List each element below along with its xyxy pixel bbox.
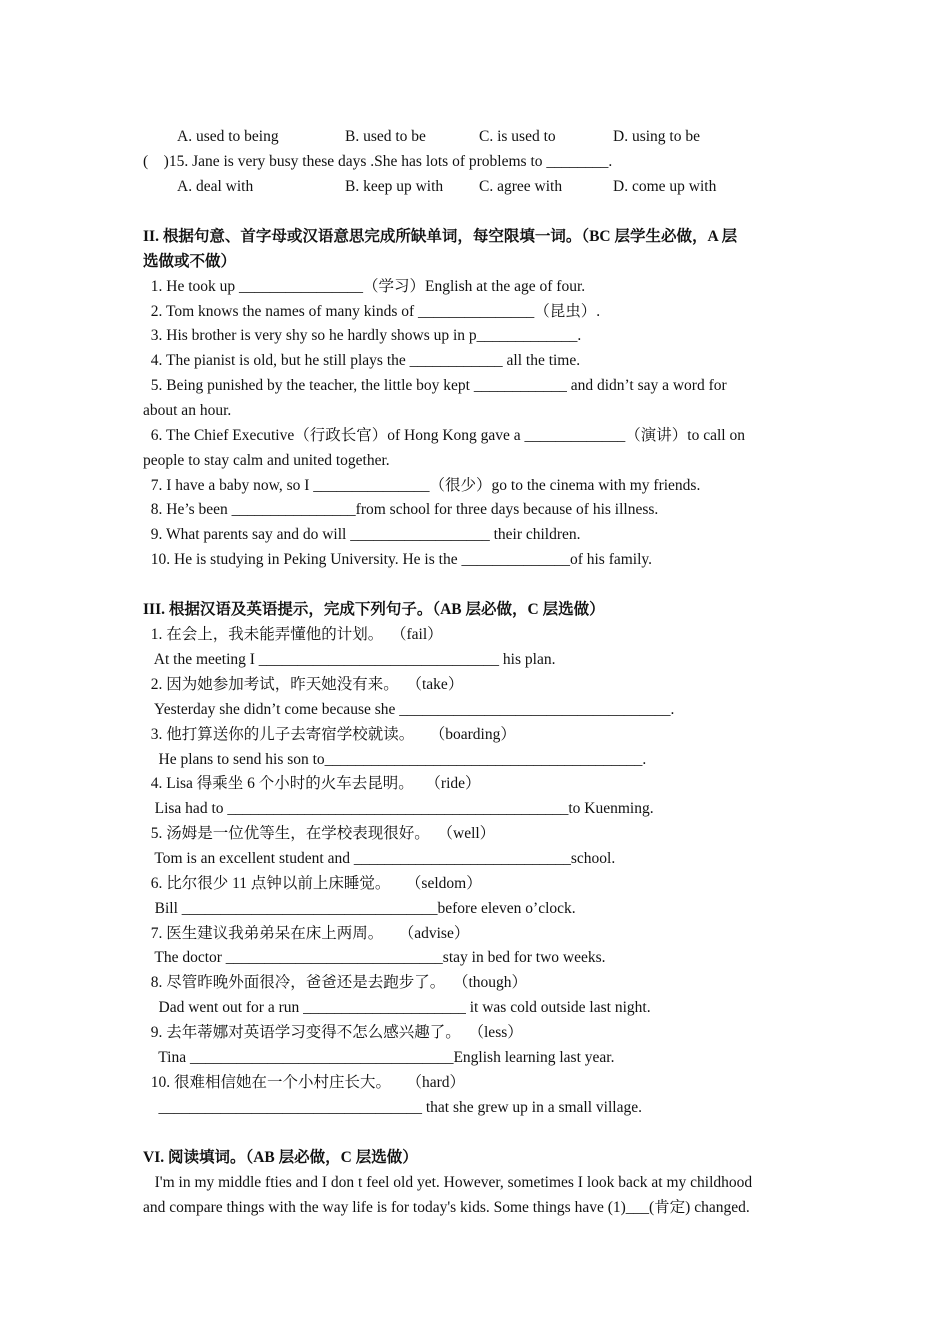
section2-line: 7. I have a baby now, so I _______________（很少）go to the cinema with my friends. [143, 477, 701, 494]
q15-option-b: B. keep up with [345, 178, 444, 195]
section3-line: 5. 汤姆是一位优等生，在学校表现很好。 （well） [143, 825, 496, 842]
section3-line: 9. 去年蒂娜对英语学习变得不怎么感兴趣了。 （less） [143, 1024, 523, 1041]
section3-line: Dad went out for a run _____________________ it was cold outside last night. [143, 999, 651, 1016]
section3-line: The doctor ____________________________stay in bed for two weeks. [143, 949, 606, 966]
section3-line: 6. 比尔很少 11 点钟以前上床睡觉。 （seldom） [143, 875, 482, 892]
section3-line: Bill _________________________________before eleven o’clock. [143, 900, 576, 917]
q14-option-c: C. is used to [479, 128, 556, 145]
section3-line: Tina __________________________________English learning last year. [143, 1049, 615, 1066]
section2-line: 10. He is studying in Peking University. He is the ______________of his family. [143, 551, 653, 568]
section2-line: 6. The Chief Executive（行政长官）of Hong Kong gave a _____________（演讲）to call on [143, 427, 745, 444]
reading-paragraph-line: I'm in my middle fties and I don t feel old yet. However, sometimes I look back at my childhood [143, 1174, 753, 1191]
section2-line: 9. What parents say and do will __________________ their children. [143, 526, 581, 543]
q15-option-a: A. deal with [177, 178, 254, 195]
section3-line: Tom is an excellent student and ____________________________school. [143, 850, 616, 867]
section3-line: 8. 尽管昨晚外面很冷，爸爸还是去跑步了。 （though） [143, 974, 528, 991]
section2-line: 4. The pianist is old, but he still plays the ____________ all the time. [143, 352, 581, 369]
section3-line: 4. Lisa 得乘坐 6 个小时的火车去昆明。 （ride） [143, 775, 481, 792]
section3-line: He plans to send his son to_________________________________________. [143, 751, 647, 768]
section3-line: 3. 他打算送你的儿子去寄宿学校就读。 （boarding） [143, 726, 516, 743]
section2-line: 3. His brother is very shy so he hardly shows up in p_____________. [143, 327, 582, 344]
q15-option-d: D. come up with [613, 178, 717, 195]
q14-option-d: D. using to be [613, 128, 700, 145]
q15-option-c: C. agree with [479, 178, 563, 195]
section2-line: 5. Being punished by the teacher, the little boy kept ____________ and didn’t say a word for [143, 377, 727, 394]
section2-heading: II. 根据句意、首字母或汉语意思完成所缺单词，每空限填一词。（BC 层学生必做，A 层 [143, 228, 738, 245]
reading-paragraph-line: and compare things with the way life is for today's kids. Some things have (1)___(肯定) changed. [143, 1199, 750, 1216]
section2-line: 1. He took up ________________（学习）English at the age of four. [143, 278, 586, 295]
section3-line: __________________________________ that she grew up in a small village. [143, 1099, 642, 1116]
section3-heading: III. 根据汉语及英语提示，完成下列句子。（AB 层必做，C 层选做） [143, 601, 605, 618]
section2-line: 2. Tom knows the names of many kinds of _______________（昆虫）. [143, 303, 601, 320]
section2-line: people to stay calm and united together. [143, 452, 390, 469]
q14-option-b: B. used to be [345, 128, 426, 145]
section3-line: Lisa had to ____________________________________________to Kuenming. [143, 800, 654, 817]
q15-stem: ( )15. Jane is very busy these days .She has lots of problems to ________. [143, 153, 613, 170]
section3-line: 2. 因为她参加考试，昨天她没有来。 （take） [143, 676, 464, 693]
section3-line: 7. 医生建议我弟弟呆在床上两周。 （advise） [143, 925, 470, 942]
section3-line: 1. 在会上，我未能弄懂他的计划。 （fail） [143, 626, 443, 643]
section4-heading: VI. 阅读填词。（AB 层必做，C 层选做） [143, 1149, 418, 1166]
q14-option-a: A. used to being [177, 128, 279, 145]
section3-line: 10. 很难相信她在一个小村庄长大。 （hard） [143, 1074, 466, 1091]
section2-line: 8. He’s been ________________from school for three days because of his illness. [143, 501, 659, 518]
section2-heading-cont: 选做或不做） [143, 253, 237, 270]
section2-line: about an hour. [143, 402, 232, 419]
section3-line: At the meeting I _______________________________ his plan. [143, 651, 556, 668]
section3-line: Yesterday she didn’t come because she ___________________________________. [143, 701, 675, 718]
